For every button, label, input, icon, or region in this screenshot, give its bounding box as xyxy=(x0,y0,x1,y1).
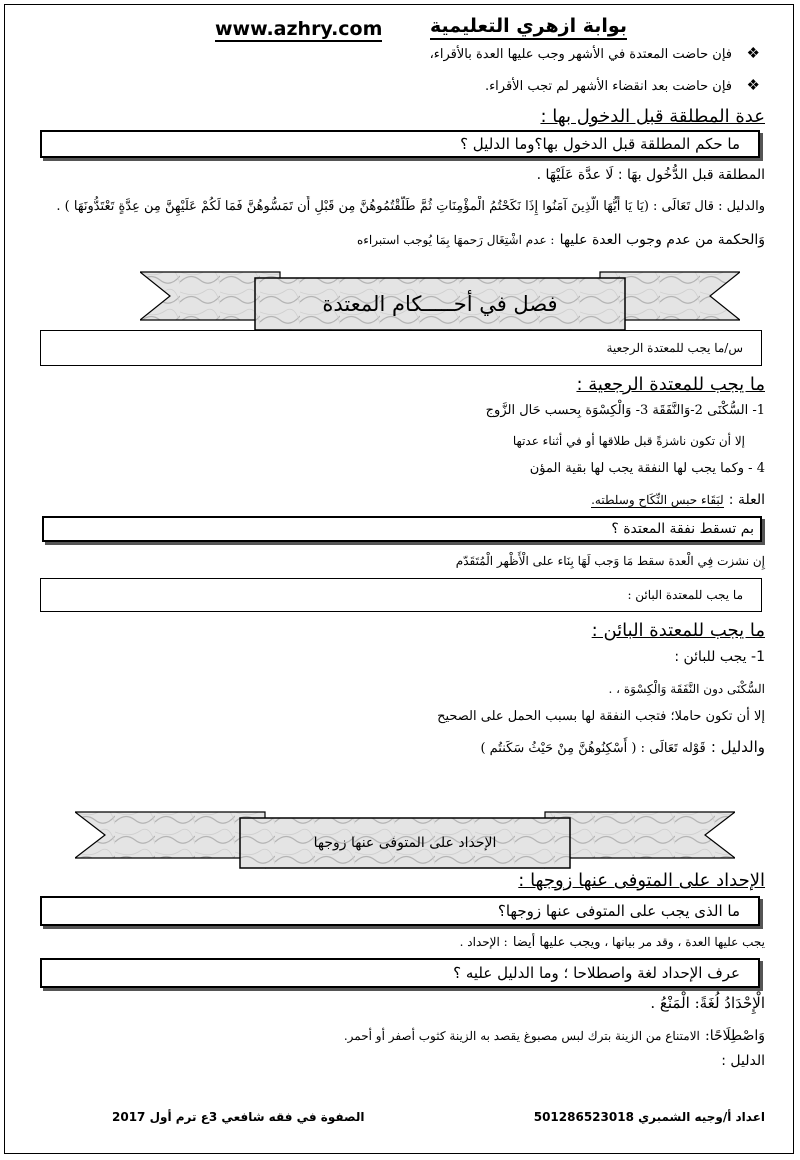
banner-2-title: الإحداد على المتوفى عنها زوجها xyxy=(313,835,497,851)
mourning-evidence-label: الدليل : xyxy=(721,1053,765,1069)
footer-author: اعداد أ/وجيه الشمبري 501286523018 xyxy=(533,1110,765,1124)
heading-irrevocable: ما يجب للمعتدة البائن : xyxy=(591,620,765,641)
mourning-answer-part-1: يجب عليها العدة ، وقد مر بيانها ، xyxy=(600,935,765,949)
irrevocable-evidence-label: والدليل : xyxy=(710,738,765,756)
site-url[interactable]: www.azhry.com xyxy=(215,18,383,40)
site-name: بوابة ازهري التعليمية xyxy=(430,14,627,40)
question-box-mourning-2: عرف الإحداد لغة واصطلاحا ؛ وما الدليل عليه ؟ xyxy=(40,958,760,988)
question-box-revocable: س/ما يجب للمعتدة الرجعية xyxy=(40,330,762,366)
irrevocable-item-1: 1- يجب للبائن : xyxy=(674,649,765,665)
wisdom-text: : عدم اشْتِغَال رَحمهَا بِمَا يُوجب استبراءه xyxy=(356,233,555,247)
irrevocable-evidence-text: قَوْله تَعَالَى : ( أَسْكِنُوهُنَّ مِنْ حَيْثُ سَكَنتُم ) xyxy=(480,741,706,756)
revocable-items: 1- السُّكْنَى 2-وَالنَّفَقَة 3- وَالْكِسْوَة بِحسب حَال الزَّوج xyxy=(485,403,765,418)
mourning-answer-part-2: ويجب عليها أيضا xyxy=(512,935,601,950)
footer-course: الصفوة في فقه شافعي 3ع ترم أول 2017 xyxy=(112,1110,365,1124)
mourning-term-definition: الامتناع من الزينة بترك لبس مصبوغ يقصد به الزينة كثوب أصفر أو أحمر. xyxy=(343,1029,700,1043)
revocable-exception: إلا أن تكون ناشزةً قبل طلاقها أو في أثناء عدتها xyxy=(512,434,745,448)
ribbon-banner-2 xyxy=(75,808,735,872)
mourning-language-definition: الْإِحْدَادُ لُغَةً: الْمَنْعُ . xyxy=(650,994,765,1012)
heading-pre-consummation: عدة المطلقة قبل الدخول بها : xyxy=(540,106,765,127)
bullet-line-2: فإن حاضت بعد انقضاء الأشهر لم تجب الأقراء. xyxy=(484,79,732,94)
banner-1-title: فصل في أحـــــكام المعتدة xyxy=(322,292,558,316)
heading-mourning: الإحداد على المتوفى عنها زوجها : xyxy=(518,870,765,891)
ribbon-banner-1 xyxy=(140,268,740,336)
reason-label: العلة : xyxy=(728,492,765,508)
bullet-diamond-icon: ❖ xyxy=(746,44,760,62)
irrevocable-exception: إلا أن تكون حاملا؛ فتجب النفقة لها بسبب الحمل على الصحيح xyxy=(437,709,765,724)
nafaqa-loss-answer: إِن نشزت فِي الْعدة سقط مَا وَجب لَهَا بِنَاء على الْأَظْهر الْمُتَقَدّم xyxy=(455,554,765,568)
evidence-text: والدليل : قال تَعَالَى : (يَا يَا أَيُّهَا الَّذِينَ آمَنُوا إِذَا نَكَحْتُمُ الْمؤْمِنَاتِ ثُمَّ طَلَّقْتُمُوهُنَّ مِن قَبْلِ أَن تَمَسُّوهُنَّ فَمَا لَكُمْ عَلَيْهِنَّ مِن عِدَّةٍ تَعْتَدُّونَهَا ) . xyxy=(56,199,765,214)
ruling-text: المطلقة قبل الدُّخُول بهَا : لَا عدَّة عَلَيْهَا . xyxy=(536,167,765,183)
revocable-item-4: 4 - وكما يجب لها النفقة يجب لها بقية المؤن xyxy=(529,461,765,476)
bullet-diamond-icon: ❖ xyxy=(746,76,760,94)
mourning-answer-part-3: : الإحداد . xyxy=(459,935,508,949)
wisdom-label: وَالحكمة من عدم وجوب العدة عليها xyxy=(559,232,765,248)
question-box-pre-consummation: ما حكم المطلقة قبل الدخول بها؟وما الدليل ؟ xyxy=(40,130,760,158)
mourning-term-label: وَاصْطِلَاحًا: xyxy=(704,1028,765,1044)
irrevocable-items: السُّكْنَى دون النَّفَقَة وَالْكِسْوَة ، . xyxy=(608,682,765,696)
reason-text: لبَقَاء حبس النِّكَاح وسلطته. xyxy=(591,493,724,507)
question-box-irrevocable: ما يجب للمعتدة البائن : xyxy=(40,578,762,612)
question-box-nafaqa-loss: بم تسقط نفقة المعتدة ؟ xyxy=(42,516,762,542)
heading-revocable: ما يجب للمعتدة الرجعية : xyxy=(576,374,765,395)
question-box-mourning-1: ما الذى يجب على المتوفى عنها زوجها؟ xyxy=(40,896,760,926)
bullet-line-1: فإن حاضت المعتدة في الأشهر وجب عليها العدة بالأقراء، xyxy=(429,47,732,62)
